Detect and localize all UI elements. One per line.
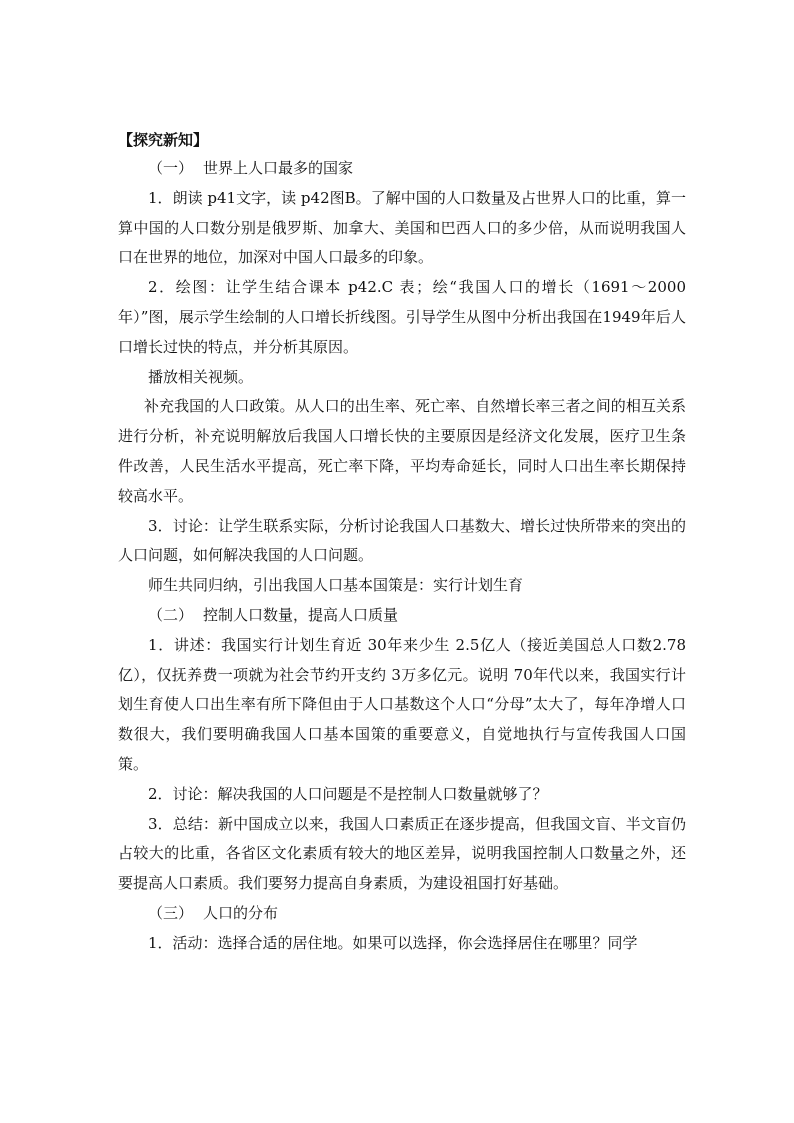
paragraph-10: 1．活动：选择合适的居住地。如果可以选择，你会选择居住在哪里？同学 bbox=[148, 933, 638, 952]
subsection-text: 控制人口数量，提高人口质量 bbox=[203, 605, 399, 624]
section-heading: 【探究新知】 bbox=[118, 131, 209, 149]
subsection-number: （三） bbox=[148, 903, 194, 922]
paragraph-7: 1．讲述：我国实行计划生育近 30年来少生 2.5亿人（接近美国总人口数2.78亿），仅抚养费一项就为社会节约开支约 3万多亿元。说明 70年代以来，我国实行计划生育使人口出生率有所下降但由于人口基数这个人口“分母”太大了，每年净增人口数很大，我们要明确我国人口基本国策的重要意义，自觉地执行与宣传我国人口国策。 bbox=[118, 635, 686, 773]
paragraph-3: 播放相关视频。 bbox=[148, 367, 254, 386]
paragraph-5: 3．讨论：让学生联系实际，分析讨论我国人口基数大、增长过快所带来的突出的人口问题，如何解决我国的人口问题。 bbox=[118, 516, 686, 565]
subsection-number: （一） bbox=[148, 159, 194, 177]
paragraph-2: 2．绘图：让学生结合课本 p42.C 表；绘“我国人口的增长（1691～2000年）”图，展示学生绘制的人口增长折线图。引导学生从图中分析出我国在1949年后人口增长过快的特点，并分析其原因。 bbox=[118, 278, 686, 356]
subsection-title-1 bbox=[118, 154, 686, 184]
subsection-title-2 bbox=[118, 601, 686, 631]
paragraph-1: 1．朗读 p41文字，读 p42图B。了解中国的人口数量及占世界人口的比重，算一算中国的人口数分别是俄罗斯、加拿大、美国和巴西人口的多少倍，从而说明我国人口在世界的地位，加深对中国人口最多的印象。 bbox=[118, 188, 686, 267]
subsection-text: 世界上人口最多的国家 bbox=[203, 159, 354, 177]
subsection-number: （二） bbox=[148, 605, 194, 624]
paragraph-9: 3．总结：新中国成立以来，我国人口素质正在逐步提高，但我国文盲、半文盲仍占较大的比重，各省区文化素质有较大的地区差异，说明我国控制人口数量之外，还要提高人口素质。我们要努力提高自身素质，为建设祖国打好基础。 bbox=[118, 814, 686, 893]
subsection-title-3 bbox=[118, 899, 686, 929]
subsection-text: 人口的分布 bbox=[203, 903, 279, 922]
paragraph-8: 2．讨论：解决我国的人口问题是不是控制人口数量就够了？ bbox=[148, 784, 548, 803]
paragraph-6: 师生共同归纳，引出我国人口基本国策是：实行计划生育 bbox=[148, 576, 524, 595]
paragraph-4: 补充我国的人口政策。从人口的出生率、死亡率、自然增长率三者之间的相互关系进行分析，补充说明解放后我国人口增长快的主要原因是经济文化发展，医疗卫生条件改善，人民生活水平提高，死亡率下降，平均寿命延长，同时人口出生率长期保持较高水平。 bbox=[118, 397, 686, 505]
document-page bbox=[118, 130, 686, 959]
